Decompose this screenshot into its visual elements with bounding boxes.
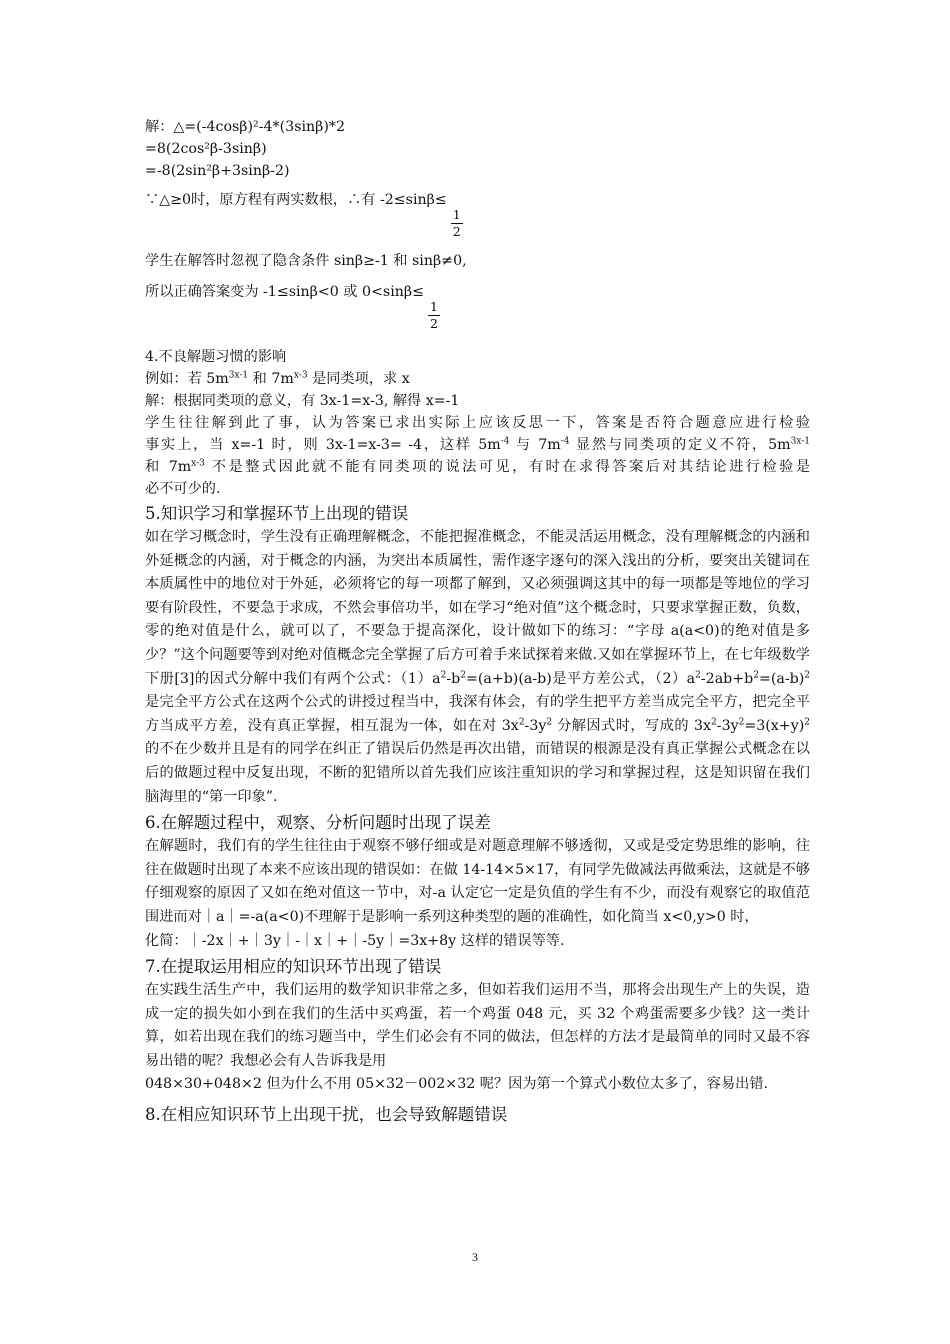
section-5-paragraph: 如在学习概念时，学生没有正确理解概念，不能把握准概念，不能灵活运用概念，没有理解概念的内涵和外延概念的内涵，对于概念的内涵，为突出本质属性，需作逐字逐句的深入浅出的分析，要突出关键词在本质属性中的地位对于外延，必须将它的每一项都了解到，又必须强调这其中的每一项都是等地位的学习要有阶段性，不要急于求成，不然会事倍功半，如在学习“绝对值”这个概念时，只要求掌握正数，负数，零的绝对值是什么，就可以了，不要急于提高深化，设计做如下的练习：“字母 a(a<0)的绝对值是多少？”这个问题要等到对绝对值概念完全掌握了后方可着手来试探着来做.又如在掌握环节上，在七年级数学下册[3]的因式分解中我们有两个公式：$(1)a^2-b^2=(a+b)(a-b)$是平方差公式，$(2)a^2-2ab+b^2=(a-b)^2$ 是完全平方公式在这两个公式的讲授过程当中，我深有体会，有的学生把平方差当成完全平方，把完全平方当成平方差，没有真正掌握，相互混为一体，如在对 $3x^2-3y^2$ 分解因式时，写成的 $3x^2-3y^2=3(x+y)^2$ 的不在少数并且是有的同学在纠正了错误后仍然是再次出错，而错误的根源是没有真正掌握公式概念在以后的做题过程中反复出现，不断的犯错所以首先我们应该注重知识的学习和掌握过程，这是知识留在我们脑海里的“第一印象”. bbox=[145, 529, 810, 805]
fraction-one-half-2: $\frac{1}{2}$ bbox=[429, 299, 438, 331]
fraction-one-half: $\frac{1}{2}$ bbox=[452, 207, 461, 239]
section-7-paragraph-1: 在实践生活生产中，我们运用的数学知识非常之多，但如若我们运用不当，那将会出现生产上的失误，造成一定的损失如小到在我们的生活中买鸡蛋，若一个鸡蛋 048 元，买 32 个鸡蛋需要多少钱？这一类计算，如若出现在我们的练习题当中，学生们必会有不同的做法，但怎样的方法才是最简单的同时又最不容易出错的呢？我想必会有人告诉我是用 bbox=[145, 982, 810, 1069]
section-4-para-line-1: 学生往往解到此了事，认为答案已求出实际上应该反思一下，答案是否符合题意应进行检验 bbox=[145, 415, 810, 431]
solution-line-3: =-8(2sin²β+3sinβ-2) bbox=[145, 163, 290, 179]
solution-line-2: =8(2cos²β-3sinβ) bbox=[145, 141, 267, 157]
solution-line-6: 所以正确答案变为 -1≤sinβ<0 或 0<sinβ≤ $\frac{1}{2}$ bbox=[145, 284, 438, 331]
section-6-paragraph-2: 化简：｜-2x｜+｜3y｜-｜x｜+｜-5y｜=3x+8y 这样的错误等等. bbox=[145, 932, 565, 949]
section-6-heading: 6.在解题过程中，观察、分析问题时出现了误差 bbox=[145, 813, 491, 833]
section-4-para-line-3: 和 $7m^{x-3}$ 不是整式因此就不能有同类项的说法可见，有时在求得答案后对其结论进行检验是 bbox=[145, 458, 810, 475]
solution-line-5: 学生在解答时忽视了隐含条件 sinβ≥-1 和 sinβ≠0, bbox=[145, 253, 467, 269]
page-number: 3 bbox=[472, 1250, 478, 1264]
solution-line-4: ∵△≥0时，原方程有两实数根，∴有 -2≤sinβ≤ $\frac{1}{2}$ bbox=[145, 192, 461, 239]
page-content bbox=[145, 118, 810, 1127]
section-4-solution: 解：根据同类项的意义，有 3x-1=x-3, 解得 x=-1 bbox=[145, 393, 460, 409]
section-6-paragraph-1: 在解题时，我们有的学生往往由于观察不够仔细或是对题意理解不够透彻，又或是受定势思维的影响，往往在做题时出现了本来不应该出现的错误如：在做 14-14×5×17，有同学先做减法再做乘法，这就是不够仔细观察的原因了又如在绝对值这一节中，对-a 认定它一定是负值的学生有不少，而没有观察它的取值范围进而对｜a｜=-a(a<0)不理解于是影响一系列这种类型的题的准确性，如化简当 x<0,y>0 时， bbox=[145, 838, 810, 925]
section-7-paragraph-2: 048×30+048×2 但为什么不用 05×32－002×32 呢？因为第一个算式小数位太多了，容易出错. bbox=[145, 1076, 769, 1093]
solution-line-1: 解：△=(-4cosβ)²-4*(3sinβ)*2 bbox=[145, 119, 346, 135]
section-5-heading: 5.知识学习和掌握环节上出现的错误 bbox=[145, 504, 409, 523]
section-4-para-line-4: 必不可少的. bbox=[145, 481, 221, 497]
section-8-heading: 8.在相应知识环节上出现干扰，也会导致解题错误 bbox=[145, 1105, 508, 1125]
section-4-example: 例如：若 $5m^{3x-1}$ 和 $7m^{x-3}$ 是同类项，求 x bbox=[145, 370, 410, 387]
section-7-heading: 7.在提取运用相应的知识环节出现了错误 bbox=[145, 957, 442, 977]
section-4-para-line-2: 事实上，当 x=-1 时，则 3x-1=x-3= -4，这样 $5m^{-4}$ 与 $7m^{-4}$ 显然与同类项的定义不符，$5m^{3x-1}$ bbox=[145, 436, 810, 453]
section-4-heading: 4.不良解题习惯的影响 bbox=[145, 349, 287, 365]
